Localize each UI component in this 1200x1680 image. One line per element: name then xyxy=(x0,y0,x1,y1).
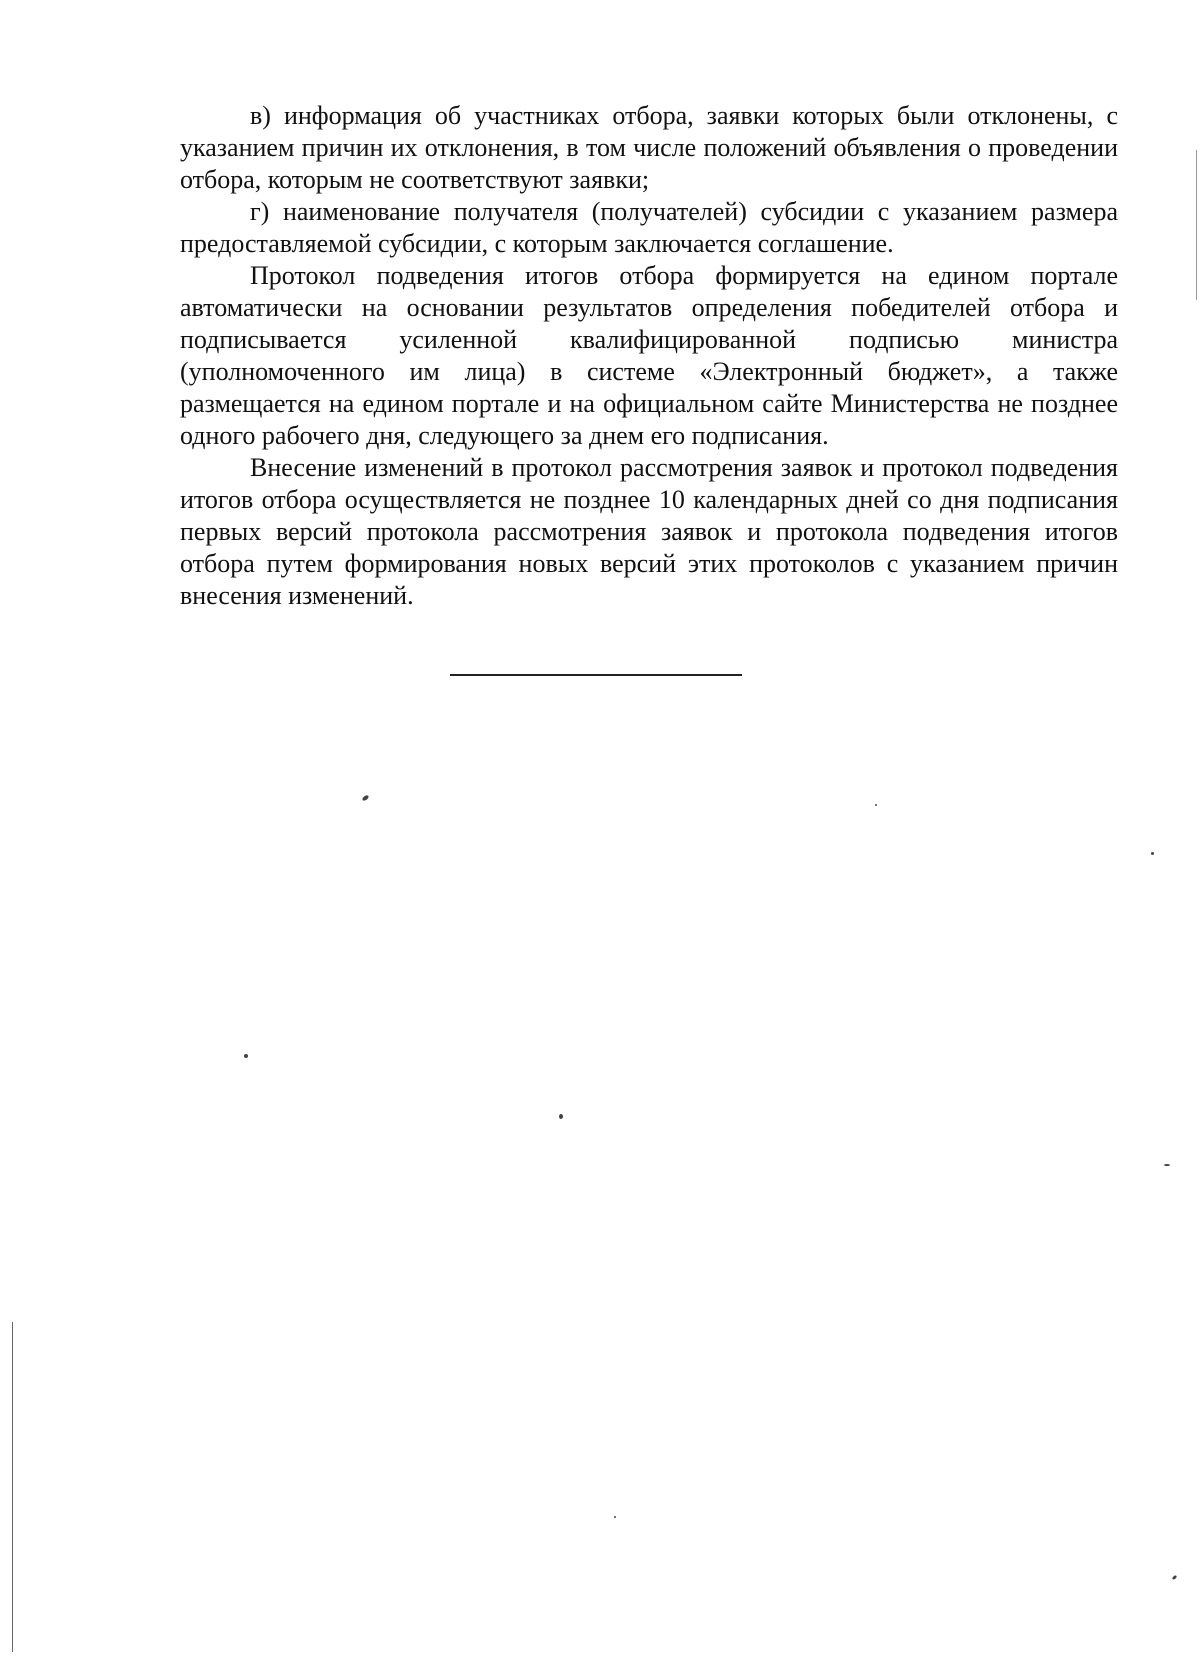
scan-speck xyxy=(244,1054,248,1058)
paragraph-v: в) информация об участниках отбора, заявки которых были отклонены, с указанием причин их отклонения, в том числе положений объявления о проведении отбора, которым не соответствуют заявки; xyxy=(180,101,1118,194)
scan-speck xyxy=(875,804,877,806)
scan-edge-line-right xyxy=(1196,150,1197,300)
end-of-document-rule xyxy=(450,674,742,676)
paragraph-protocol-summary: Протокол подведения итогов отбора формируется на едином портале автоматически на основании результатов определения победителей отбора и подписывается усиленной квалифицированной подписью министра (уполномоченного им лица) в системе «Электронный бюджет», а также размещается на едином портале и на официальном сайте Министерства не позднее одного рабочего дня, следующего за днем его подписания. xyxy=(180,261,1118,450)
scan-speck xyxy=(559,1114,563,1119)
paragraph-g: г) наименование получателя (получателей) субсидии с указанием размера предоставляемой субсидии, с которым заключается соглашение. xyxy=(180,197,1118,258)
scan-speck xyxy=(1151,852,1154,855)
paragraph-amendments: Внесение изменений в протокол рассмотрения заявок и протокол подведения итогов отбора осуществляется не позднее 10 календарных дней со дня подписания первых версий протокола рассмотрения заявок и протокола подведения итогов отбора путем формирования новых версий этих протоколов с указанием причин внесения изменений. xyxy=(180,453,1118,610)
document-body xyxy=(180,100,1118,612)
scan-speck xyxy=(1172,1575,1178,1581)
scan-edge-line-left xyxy=(12,1322,13,1652)
scan-speck xyxy=(361,794,369,801)
scan-speck xyxy=(614,1516,616,1518)
scan-speck xyxy=(1164,1164,1170,1166)
